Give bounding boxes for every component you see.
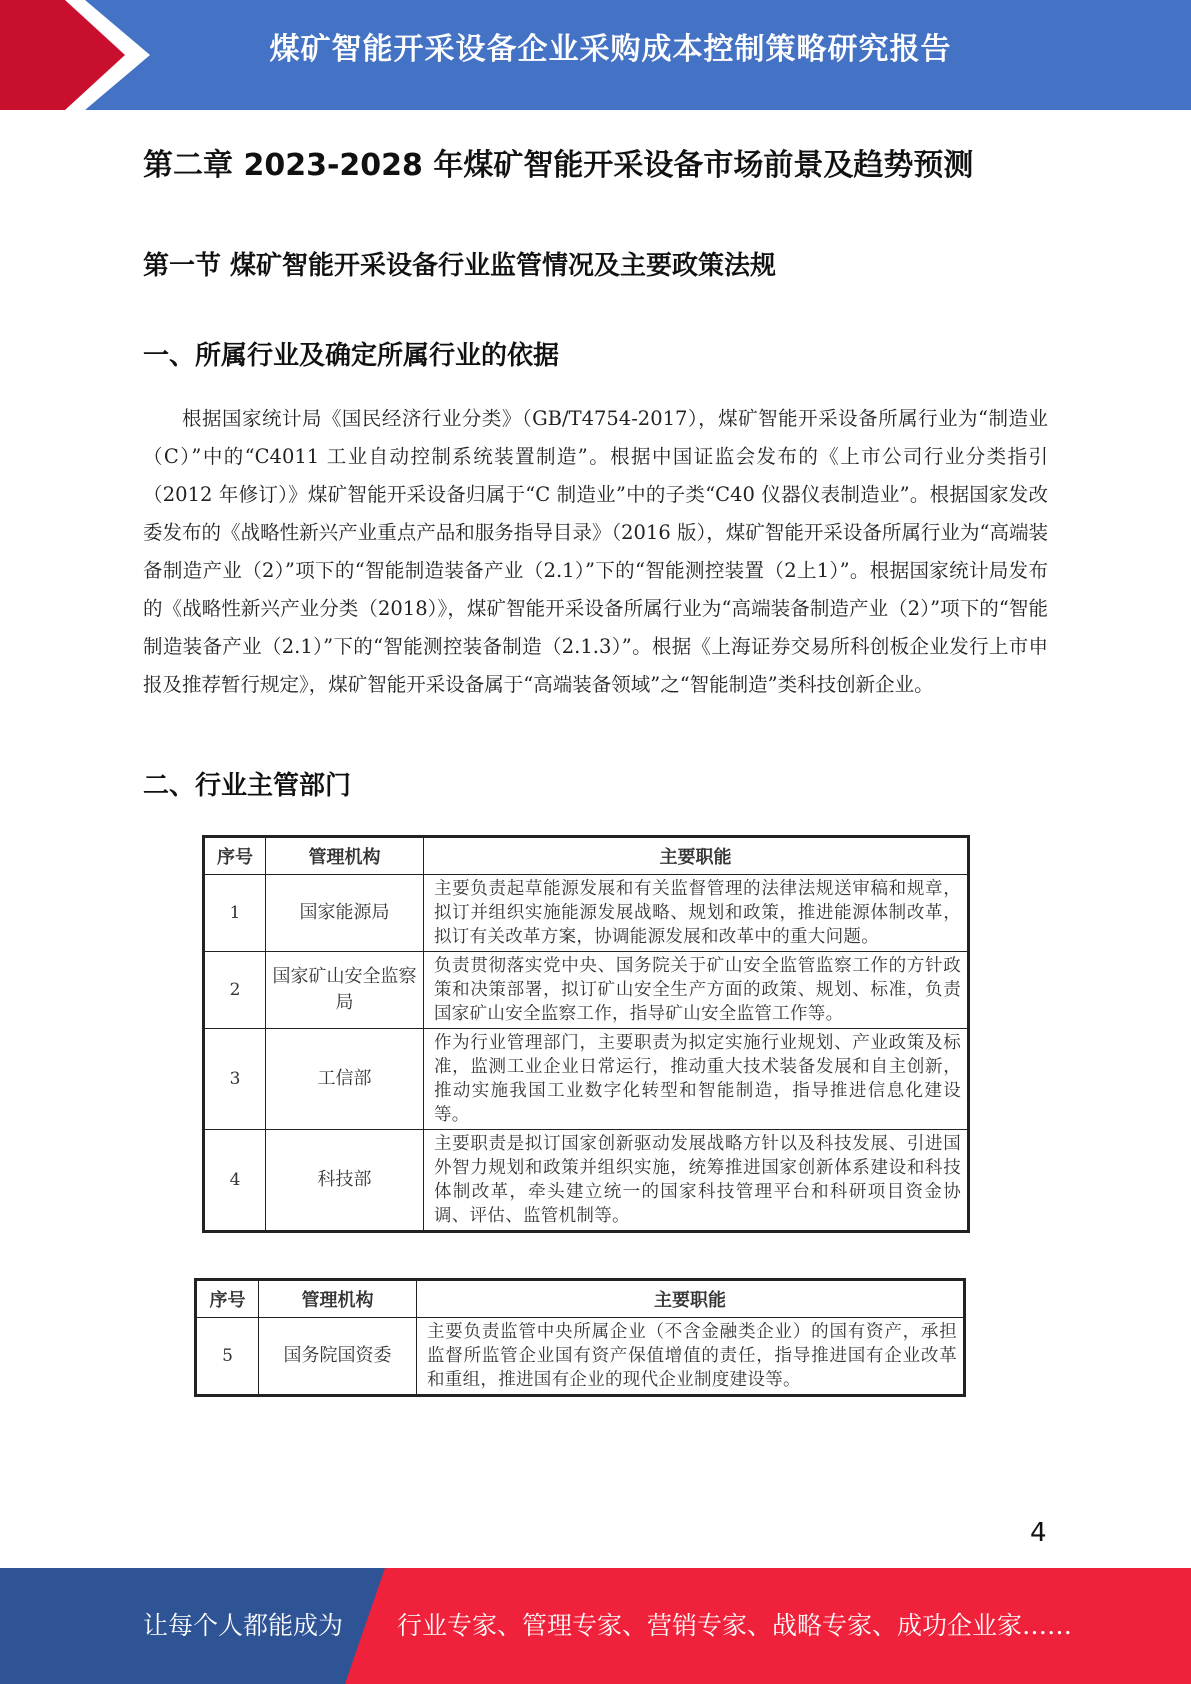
row-org: 科技部 [266,1130,424,1232]
row-func: 作为行业管理部门，主要职责为拟定实施行业规划、产业政策及标准，监测工业企业日常运行，推动重大技术装备发展和自主创新，推动实施我国工业数字化转型和智能制造，指导推进信息化建设等。 [424,1029,969,1130]
footer-slogan-left: 让每个人都能成为 [143,1611,344,1640]
table-row [196,1318,965,1396]
table-header-row [196,1280,965,1318]
table-row [204,875,969,952]
row-func: 主要负责起草能源发展和有关监督管理的法律法规送审稿和规章，拟订并组织实施能源发展战略、规划和政策，推进能源体制改革，拟订有关改革方案，协调能源发展和改革中的重大问题。 [424,875,969,952]
header-num: 序号 [196,1280,259,1318]
page-footer [0,1568,1191,1684]
header-org: 管理机构 [266,837,424,875]
row-num: 1 [204,875,266,952]
header-func: 主要职能 [424,837,969,875]
authorities-table-2 [194,1278,966,1397]
page-header [0,0,1191,110]
report-title: 煤矿智能开采设备企业采购成本控制策略研究报告 [269,32,952,67]
page-number: 4 [1030,1518,1047,1548]
table-row [204,1130,969,1232]
row-org: 国务院国资委 [259,1318,417,1396]
row-org: 工信部 [266,1029,424,1130]
subsection-title-industry: 一、所属行业及确定所属行业的依据 [143,341,560,371]
header-num: 序号 [204,837,266,875]
table-row [204,952,969,1029]
authorities-table-1 [202,835,970,1233]
industry-classification-paragraph: 根据国家统计局《国民经济行业分类》（GB/T4754-2017），煤矿智能开采设备所属行业为“制造业（C）”中的“C4011 工业自动控制系统装置制造”。根据中国证监会发布的《上市公司行业分类指引（2012 年修订）》煤矿智能开采设备归属于“C 制造业”中的子类“C40 仪器仪表制造业”。根据国家发改委发布的《战略性新兴产业重点产品和服务指导目录》（2016 版），煤矿智能开采设备所属行业为“高端装备制造产业（2）”项下的“智能制造装备产业（2.1）”下的“智能测控装置（2上1）”。根据国家统计局发布的《战略性新兴产业分类（2018）》，煤矿智能开采设备所属行业为“高端装备制造产业（2）”项下的“智能制造装备产业（2.1）”下的“智能测控装备制造（2.1.3）”。根据《上海证券交易所科创板企业发行上市申报及推荐暂行规定》，煤矿智能开采设备属于“高端装备领域”之“智能制造”类科技创新企业。 [143,407,1048,696]
row-num: 3 [204,1029,266,1130]
row-num: 4 [204,1130,266,1232]
header-org: 管理机构 [259,1280,417,1318]
row-func: 负责贯彻落实党中央、国务院关于矿山安全监管监察工作的方针政策和决策部署，拟订矿山安全生产方面的政策、规划、标准，负责国家矿山安全监察工作，指导矿山安全监管工作等。 [424,952,969,1029]
row-func: 主要负责监管中央所属企业（不含金融类企业）的国有资产，承担监督所监管企业国有资产保值增值的责任，指导推进国有企业改革和重组，推进国有企业的现代企业制度建设等。 [417,1318,965,1396]
table-row [204,1029,969,1130]
row-func: 主要职责是拟订国家创新驱动发展战略方针以及科技发展、引进国外智力规划和政策并组织实施，统筹推进国家创新体系建设和科技体制改革，牵头建立统一的国家科技管理平台和科研项目资金协调、评估、监管机制等。 [424,1130,969,1232]
row-org: 国家能源局 [266,875,424,952]
subsection-title-authorities: 二、行业主管部门 [143,771,352,801]
section-title: 第一节 煤矿智能开采设备行业监管情况及主要政策法规 [143,251,777,281]
row-org: 国家矿山安全监察局 [266,952,424,1029]
row-num: 2 [204,952,266,1029]
chapter-title: 第二章 2023-2028 年煤矿智能开采设备市场前景及趋势预测 [143,148,974,183]
header-func: 主要职能 [417,1280,965,1318]
footer-slogan-right: 行业专家、管理专家、营销专家、战略专家、成功企业家…… [397,1611,1073,1640]
table-header-row [204,837,969,875]
row-num: 5 [196,1318,259,1396]
